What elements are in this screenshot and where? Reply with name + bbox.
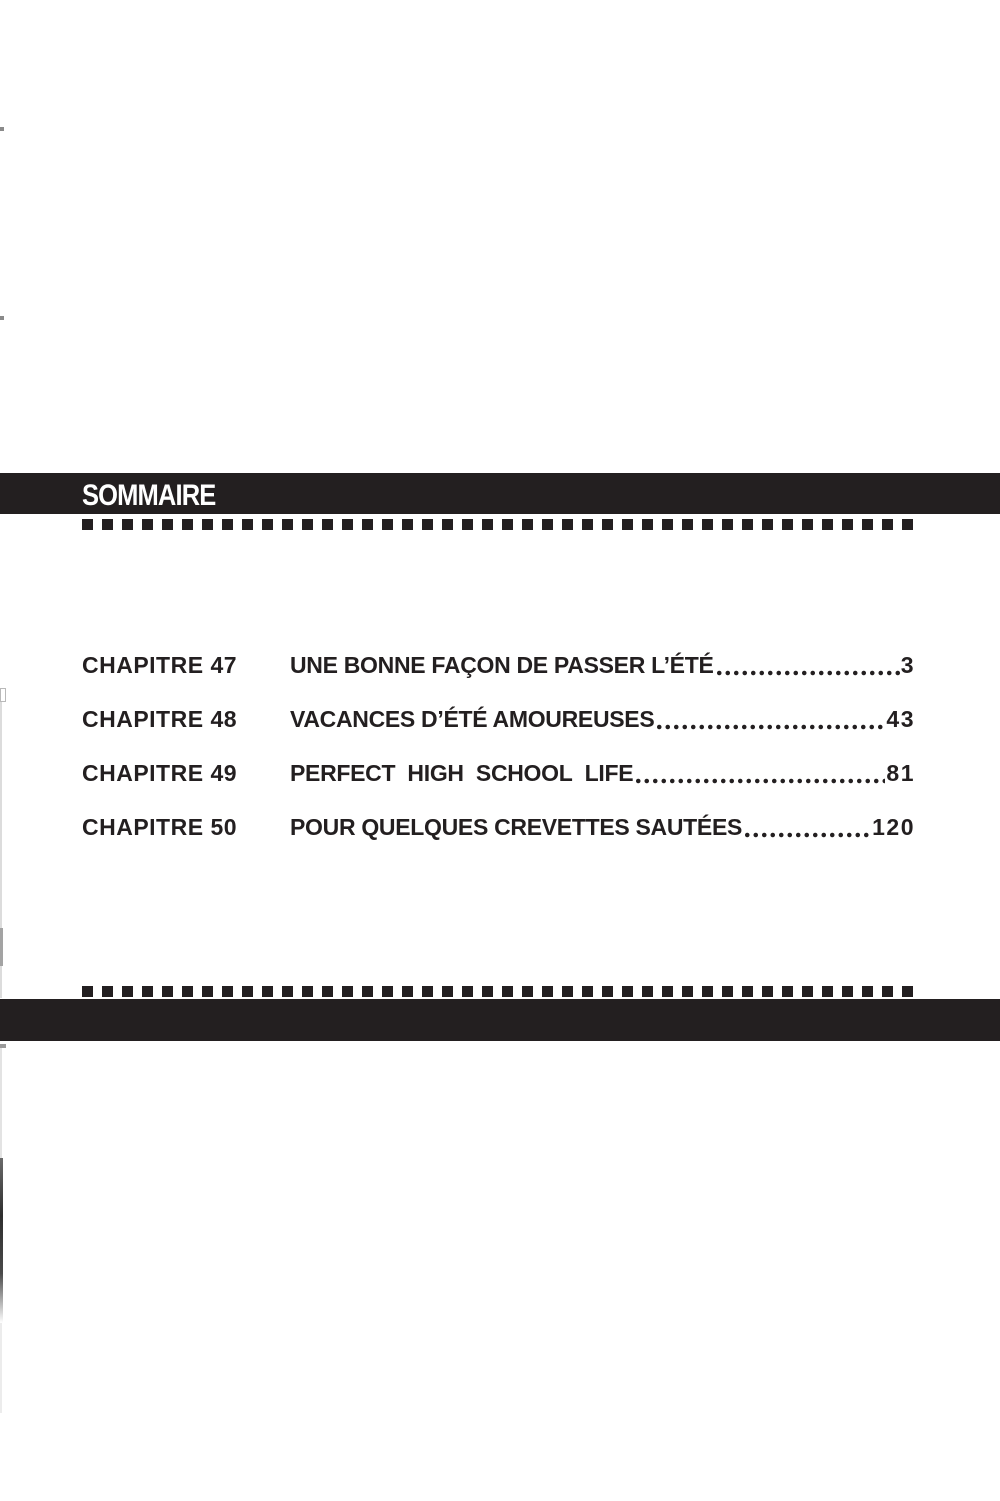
chapter-label: CHAPITRE 47 — [82, 652, 238, 678]
scan-artifact — [0, 688, 6, 702]
page-number: 3 — [900, 652, 915, 678]
chapter-label: CHAPITRE 50 — [82, 814, 238, 840]
chapter-title: UNE BONNE FAÇON DE PASSER L’ÉTÉ — [290, 652, 714, 678]
page-number: 43 — [886, 706, 915, 732]
page-number: 81 — [886, 760, 915, 786]
page-number: 120 — [872, 814, 915, 840]
page-title: SOMMAIRE — [82, 479, 216, 512]
dotted-divider-top — [82, 519, 916, 530]
chapter-title: PERFECT HIGH SCHOOL LIFE — [290, 760, 634, 786]
toc-entry — [82, 707, 915, 732]
chapter-title: POUR QUELQUES CREVETTES SAUTÉES — [290, 814, 743, 840]
chapter-label: CHAPITRE 49 — [82, 760, 238, 786]
chapter-title: VACANCES D’ÉTÉ AMOUREUSES — [290, 706, 655, 732]
scan-artifact — [0, 928, 3, 966]
scan-artifact — [0, 1323, 2, 1413]
dot-leader — [655, 724, 885, 730]
sommaire-header-bar — [0, 473, 1000, 514]
scan-artifact — [0, 1158, 3, 1323]
toc-entry — [82, 761, 915, 786]
dot-leader — [715, 670, 900, 676]
scan-artifact — [0, 1044, 6, 1048]
chapter-label: CHAPITRE 48 — [82, 706, 238, 732]
scan-artifact — [0, 1048, 2, 1160]
toc-entry — [82, 653, 915, 678]
scan-artifact — [0, 127, 4, 131]
dotted-divider-bottom — [82, 986, 916, 997]
dot-leader — [743, 832, 871, 838]
scan-artifact — [0, 316, 4, 320]
scan-artifact — [0, 702, 2, 998]
toc-entry — [82, 815, 915, 840]
dot-leader — [634, 778, 885, 784]
footer-bar — [0, 999, 1000, 1041]
toc-list — [82, 653, 915, 840]
